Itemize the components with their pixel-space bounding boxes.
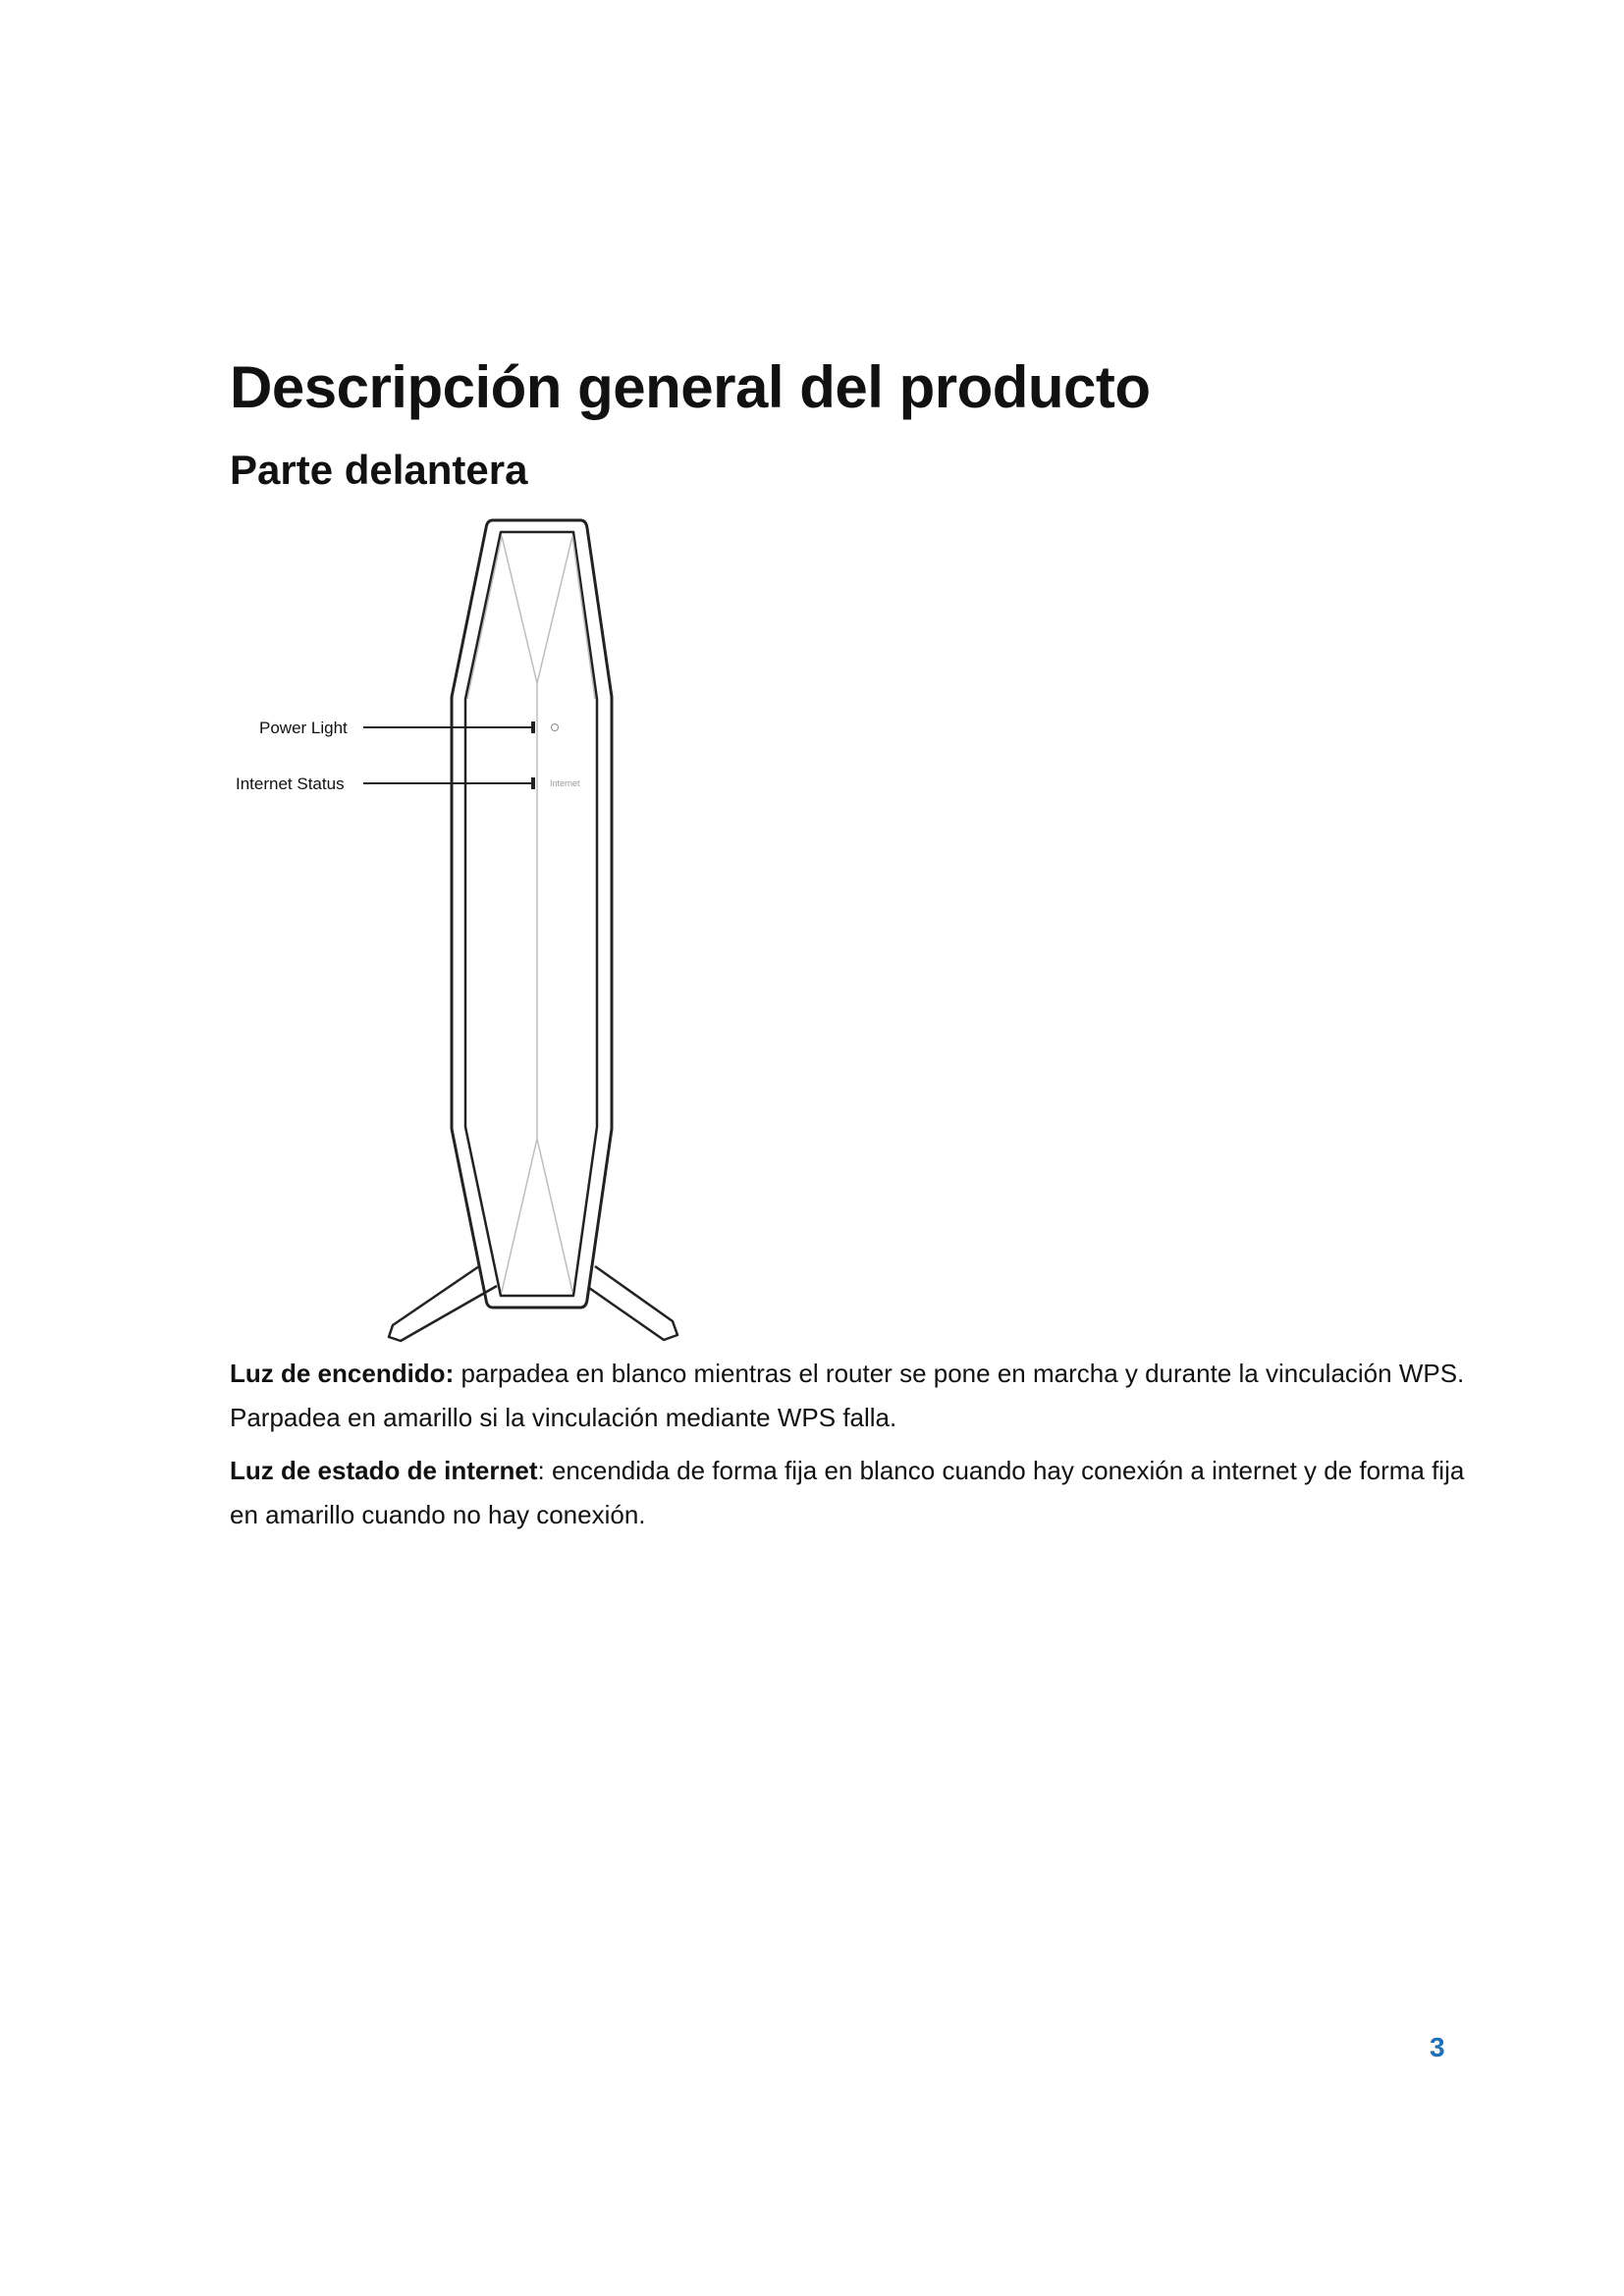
internet-status-description [230,1449,1467,1537]
internet-status-term: Luz de estado de internet [230,1456,538,1485]
router-stand-right [589,1266,677,1340]
power-light-callout: Power Light [259,719,348,737]
internet-status-callout: Internet Status [236,774,345,793]
internet-status-text: : encendida de forma fija en blanco cuando hay conexión a internet y de forma fija en amarillo cuando no hay conexión. [230,1456,1465,1529]
router-front-illustration [226,510,687,1355]
page-title: Descripción general del producto [230,354,1151,420]
power-icon [552,724,559,731]
section-title: Parte delantera [230,447,528,493]
internet-status-led [531,777,535,789]
device-internet-label: Internet [550,778,580,788]
power-light-led [531,721,535,733]
router-housing-inner [465,532,597,1296]
router-facet-lines [467,536,595,1292]
page-number: 3 [1430,2032,1445,2062]
power-light-text: parpadea en blanco mientras el router se pone en marcha y durante la vinculación WPS. Parpadea en amarillo si la vinculación mediante WPS falla. [230,1359,1465,1432]
router-front-figure [226,510,687,1355]
power-light-term: Luz de encendido: [230,1359,455,1388]
power-light-description [230,1352,1467,1440]
